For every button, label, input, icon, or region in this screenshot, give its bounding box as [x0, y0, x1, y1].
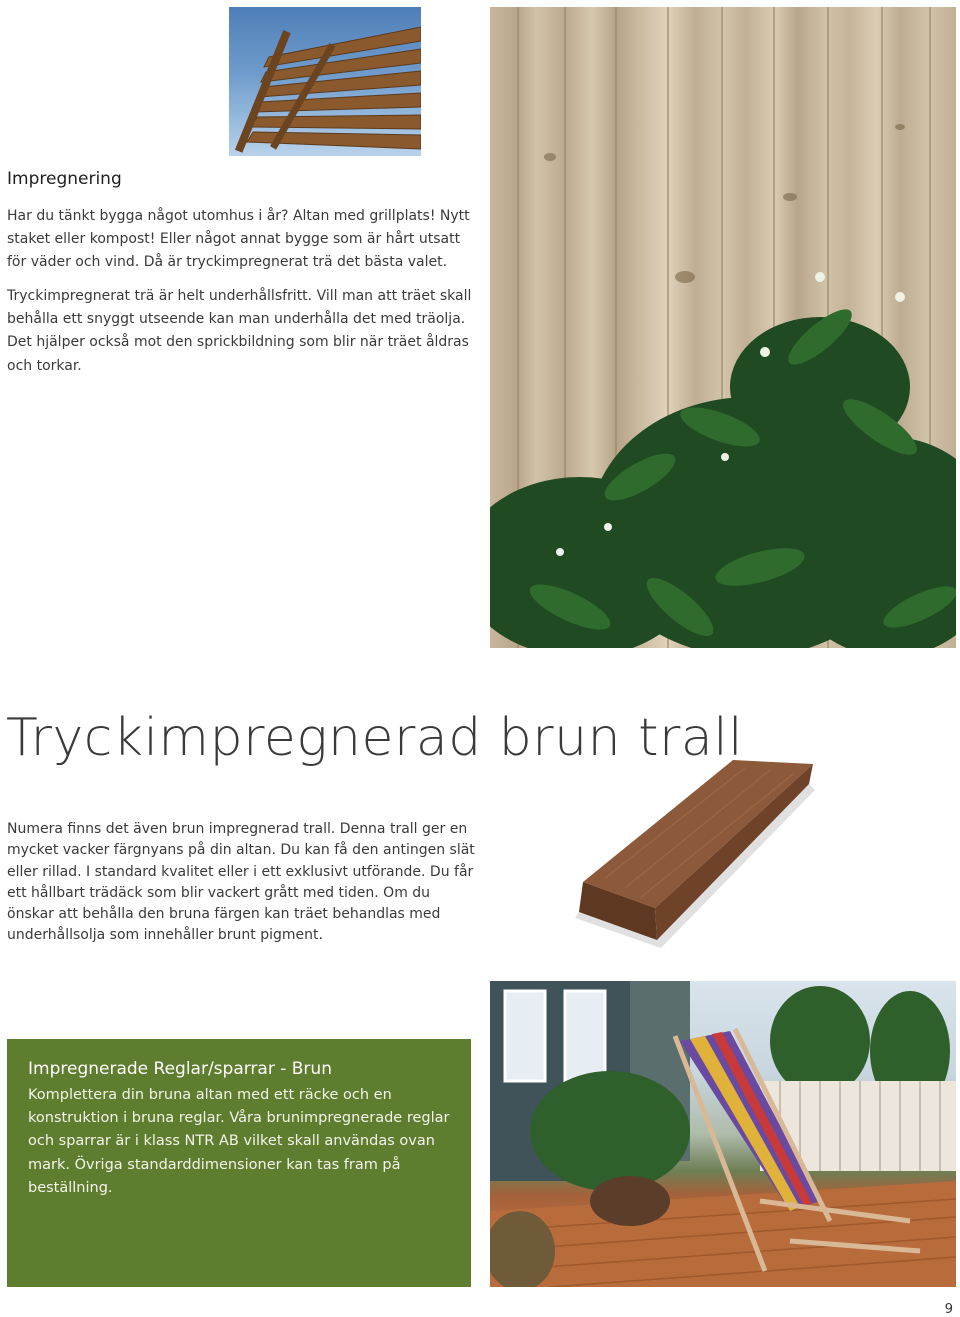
page-title: Tryckimpregnerad brun trall — [6, 708, 744, 768]
decking-plank-image — [565, 740, 825, 960]
pergola-illustration — [229, 7, 421, 156]
intro-paragraph: Har du tänkt bygga något utomhus i år? Altan med grillplats! Nytt staket eller kompost! Eller något annat bygge som är hårt utsatt för väder och vind. Då är tryckimpregnerat trä det bästa valet. — [7, 208, 470, 271]
info-box-title: Impregnerade Reglar/sparrar - Brun — [28, 1059, 332, 1079]
info-box-text: Komplettera din bruna altan med ett räcke och en konstruktion i bruna reglar. Våra brunimpregnerade reglar och sparrar är i klass NTR AB vilket skall användas ovan mark. Övriga standarddimensioner kan tas fram på beställning. — [28, 1087, 450, 1196]
deck-illustration — [490, 981, 956, 1287]
fence-with-plant-photo — [490, 7, 956, 648]
deck-with-chair-photo — [490, 981, 956, 1287]
plank-illustration — [565, 740, 825, 960]
pergola-photo — [229, 7, 421, 156]
page-number: 9 — [944, 1302, 953, 1317]
brown-decking-paragraph: Numera finns det även brun impregnerad trall. Denna trall ger en mycket vacker färgnyans på din altan. Du kan få den antingen slät eller rillad. I standard kvalitet eller i ett exklusivt utförande. Du får ett hållbart trädäck som blir vackert grått med tiden. Om du önskar att behålla den bruna färgen kan träet behandlas med underhållsolja som innehåller brunt pigment. — [7, 821, 475, 944]
info-box-reglar — [7, 1039, 471, 1287]
section-heading-impregnering: Impregnering — [7, 169, 122, 189]
maintenance-paragraph: Tryckimpregnerat trä är helt underhållsfritt. Vill man att träet skall behålla ett snyggt utseende kan man underhålla det med träolja. Det hjälper också mot den sprickbildning som blir när träet åldras och torkar. — [7, 288, 472, 374]
fence-illustration — [490, 7, 956, 648]
